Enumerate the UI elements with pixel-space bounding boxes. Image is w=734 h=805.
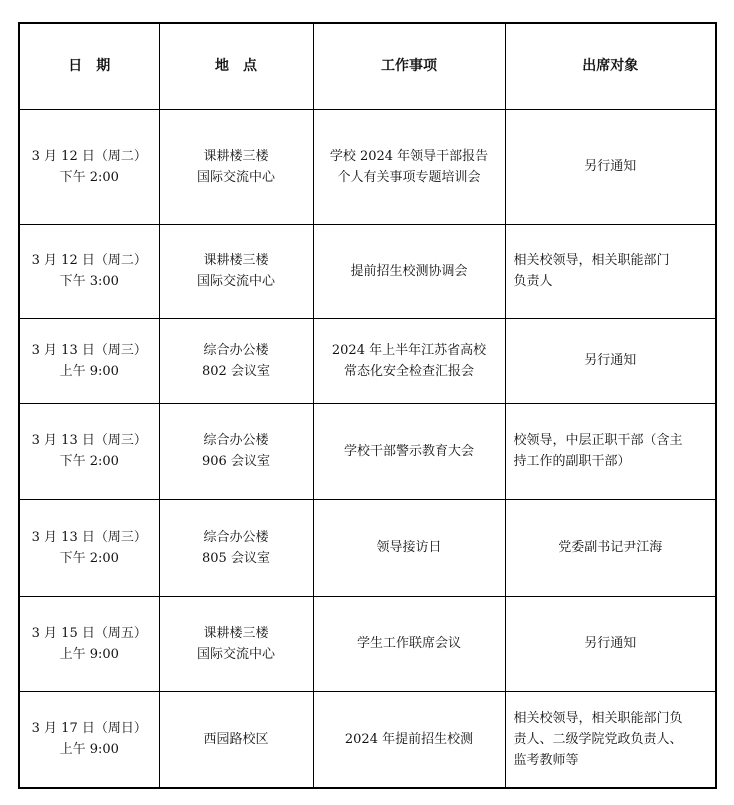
cell-location — [159, 224, 313, 318]
table-row — [19, 499, 716, 596]
cell-matter — [313, 691, 505, 788]
matter-line: 2024 年上半年江苏省高校 — [331, 342, 487, 358]
cell-attendees — [505, 403, 716, 499]
cell-date — [19, 224, 159, 318]
matter-line: 个人有关事项专题培训会 — [337, 169, 481, 185]
cell-matter — [313, 596, 505, 691]
cell-location — [159, 109, 313, 224]
location-line: 综合办公楼 — [203, 342, 269, 358]
date-line: 3 月 13 日（周三） — [31, 342, 147, 358]
cell-date — [19, 596, 159, 691]
header-row — [19, 23, 716, 109]
cell-attendees — [505, 109, 716, 224]
matter-line: 提前招生校测协调会 — [350, 263, 468, 279]
schedule-body — [19, 109, 716, 788]
cell-attendees — [505, 691, 716, 788]
attendees-line: 相关校领导，相关职能部门 — [513, 253, 670, 268]
header-date: 日 期 — [19, 23, 159, 109]
attendees-line: 校领导，中层正职干部（含主 — [513, 433, 683, 448]
matter-line: 学校干部警示教育大会 — [343, 443, 474, 459]
location-line: 805 会议室 — [202, 550, 270, 566]
cell-matter — [313, 403, 505, 499]
location-line: 综合办公楼 — [203, 433, 269, 448]
matter-line: 学生工作联席会议 — [356, 636, 461, 651]
header-matter: 工作事项 — [313, 23, 505, 109]
location-line: 综合办公楼 — [203, 529, 269, 545]
date-line: 3 月 12 日（周二） — [31, 148, 147, 164]
date-line: 下午 2:00 — [59, 454, 119, 469]
date-line: 3 月 17 日（周日） — [31, 721, 147, 737]
table-row — [19, 109, 716, 224]
attendees-line: 另行通知 — [584, 636, 637, 651]
location-line: 906 会议室 — [202, 454, 270, 469]
date-line: 上午 9:00 — [59, 742, 119, 758]
table-row — [19, 318, 716, 403]
cell-location — [159, 403, 313, 499]
attendees-line: 另行通知 — [584, 159, 637, 174]
attendees-line: 持工作的副职干部） — [513, 454, 631, 469]
attendees-line: 监考教师等 — [513, 752, 579, 768]
header-attendees: 出席对象 — [505, 23, 716, 109]
table-row — [19, 596, 716, 691]
cell-date — [19, 318, 159, 403]
date-line: 上午 9:00 — [59, 646, 119, 662]
matter-line: 领导接访日 — [376, 540, 442, 555]
cell-matter — [313, 109, 505, 224]
table-row — [19, 224, 716, 318]
cell-attendees — [505, 499, 716, 596]
cell-date — [19, 403, 159, 499]
date-line: 3 月 12 日（周二） — [31, 253, 147, 268]
cell-location — [159, 318, 313, 403]
cell-matter — [313, 224, 505, 318]
attendees-line: 另行通知 — [584, 353, 637, 368]
attendees-line: 责人、二级学院党政负责人、 — [513, 731, 683, 747]
cell-attendees — [505, 596, 716, 691]
cell-matter — [313, 318, 505, 403]
cell-date — [19, 499, 159, 596]
table-row — [19, 403, 716, 499]
location-line: 国际交流中心 — [196, 169, 275, 185]
cell-location — [159, 596, 313, 691]
cell-matter — [313, 499, 505, 596]
date-line: 下午 3:00 — [59, 274, 119, 289]
location-line: 课耕楼三楼 — [203, 625, 269, 641]
date-line: 下午 2:00 — [59, 550, 119, 566]
date-line: 下午 2:00 — [59, 169, 119, 185]
location-line: 国际交流中心 — [196, 274, 275, 289]
location-line: 课耕楼三楼 — [203, 253, 269, 268]
location-line: 国际交流中心 — [196, 646, 275, 662]
location-line: 西园路校区 — [203, 731, 269, 747]
matter-line: 常态化安全检查汇报会 — [343, 363, 474, 379]
attendees-line: 党委副书记尹江海 — [558, 540, 663, 555]
cell-attendees — [505, 318, 716, 403]
cell-attendees — [505, 224, 716, 318]
matter-line: 学校 2024 年领导干部报告 — [329, 148, 489, 164]
attendees-line: 负责人 — [513, 274, 553, 289]
cell-location — [159, 691, 313, 788]
date-line: 3 月 13 日（周三） — [31, 433, 147, 448]
header-location: 地 点 — [159, 23, 313, 109]
table-row — [19, 691, 716, 788]
location-line: 课耕楼三楼 — [203, 148, 269, 164]
schedule-table — [18, 22, 717, 789]
cell-date — [19, 109, 159, 224]
attendees-line: 相关校领导，相关职能部门负 — [513, 710, 683, 726]
cell-location — [159, 499, 313, 596]
cell-date — [19, 691, 159, 788]
date-line: 3 月 15 日（周五） — [31, 625, 147, 641]
matter-line: 2024 年提前招生校测 — [344, 731, 474, 747]
location-line: 802 会议室 — [202, 363, 270, 379]
date-line: 3 月 13 日（周三） — [31, 529, 147, 545]
date-line: 上午 9:00 — [59, 363, 119, 379]
